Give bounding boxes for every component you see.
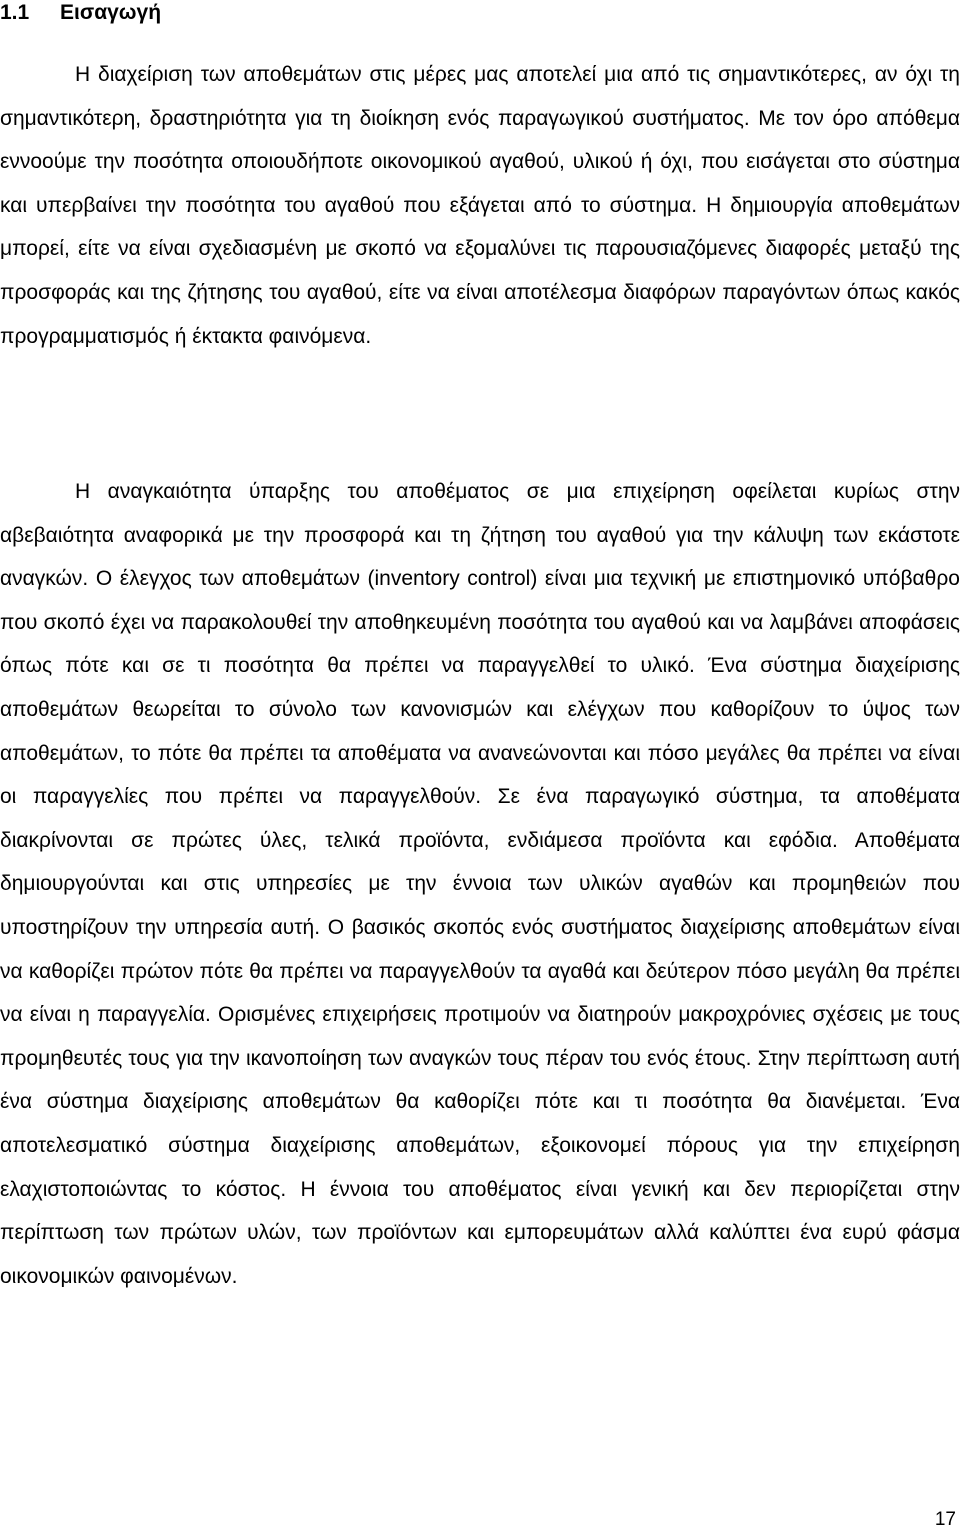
- section-title: Εισαγωγή: [60, 1, 162, 24]
- section-number: 1.1: [0, 1, 30, 24]
- section-heading: [0, 0, 161, 30]
- page-number: 17: [934, 1509, 956, 1530]
- paragraph-2: Η αναγκαιότητα ύπαρξης του αποθέματος σε μια επιχείρηση οφείλεται κυρίως στην αβεβαιότητα αναφορικά με την προσφορά και τη ζήτηση του αγαθού για την κάλυψη των εκάστοτε αναγκών. Ο έλεγχος των αποθεμάτων (inventory control) είναι μια τεχνική με επιστημονικό υπόβαθρο που σκοπό έχει να παρακολουθεί την αποθηκευμένη ποσότητα του αγαθού και να λαμβάνει αποφάσεις όπως πότε και σε τι ποσότητα θα πρέπει να παραγγελθεί το υλικό. Ένα σύστημα διαχείρισης αποθεμάτων θεωρείται το σύνολο των κανονισμών και ελέγχων που καθορίζουν το ύψος των αποθεμάτων, το πότε θα πρέπει τα αποθέματα να ανανεώνονται και πόσο μεγάλες θα πρέπει να είναι οι παραγγελίες που πρέπει να παραγγελθούν. Σε ένα παραγωγικό σύστημα, τα αποθέματα διακρίνονται σε πρώτες ύλες, τελικά προϊόντα, ενδιάμεσα προϊόντα και εφόδια. Αποθέματα δημιουργούνται και στις υπηρεσίες με την έννοια των υλικών αγαθών και προμηθειών που υποστηρίζουν την υπηρεσία αυτή. Ο βασικός σκοπός ενός συστήματος διαχείρισης αποθεμάτων είναι να καθορίζει πρώτον πότε θα πρέπει να παραγγελθούν τα αγαθά και δεύτερον πόσο μεγάλη θα πρέπει να είναι η παραγγελία. Ορισμένες επιχειρήσεις προτιμούν να διατηρούν μακροχρόνιες σχέσεις με τους προμηθευτές τους για την ικανοποίηση των αναγκών τους πέραν του ενός έτους. Στην περίπτωση αυτή ένα σύστημα διαχείρισης αποθεμάτων θα καθορίζει πότε και τι ποσότητα θα διανέμεται. Ένα αποτελεσματικό σύστημα διαχείρισης αποθεμάτων, εξοικονομεί πόρους για την επιχείρηση ελαχιστοποιώντας το κόστος. Η έννοια του αποθέματος είναι γενική και δεν περιορίζεται στην περίπτωση των πρώτων υλών, των προϊόντων και εμπορευμάτων αλλά καλύπτει ένα ευρύ φάσμα οικονομικών φαινομένων.: [0, 480, 960, 1288]
- paragraph-1: Η διαχείριση των αποθεμάτων στις μέρες μας αποτελεί μια από τις σημαντικότερες, αν όχι τη σημαντικότερη, δραστηριότητα για τη διοίκηση ενός παραγωγικού συστήματος. Με τον όρο απόθεμα εννοούμε την ποσότητα οποιουδήποτε οικονομικού αγαθού, υλικού ή όχι, που εισάγεται στο σύστημα και υπερβαίνει την ποσότητα του αγαθού που εξάγεται από το σύστημα. Η δημιουργία αποθεμάτων μπορεί, είτε να είναι σχεδιασμένη με σκοπό να εξομαλύνει τις παρουσιαζόμενες διαφορές μεταξύ της προσφοράς και της ζήτησης του αγαθού, είτε να είναι αποτέλεσμα διαφόρων παραγόντων όπως κακός προγραμματισμός ή έκτακτα φαινόμενα.: [0, 63, 960, 348]
